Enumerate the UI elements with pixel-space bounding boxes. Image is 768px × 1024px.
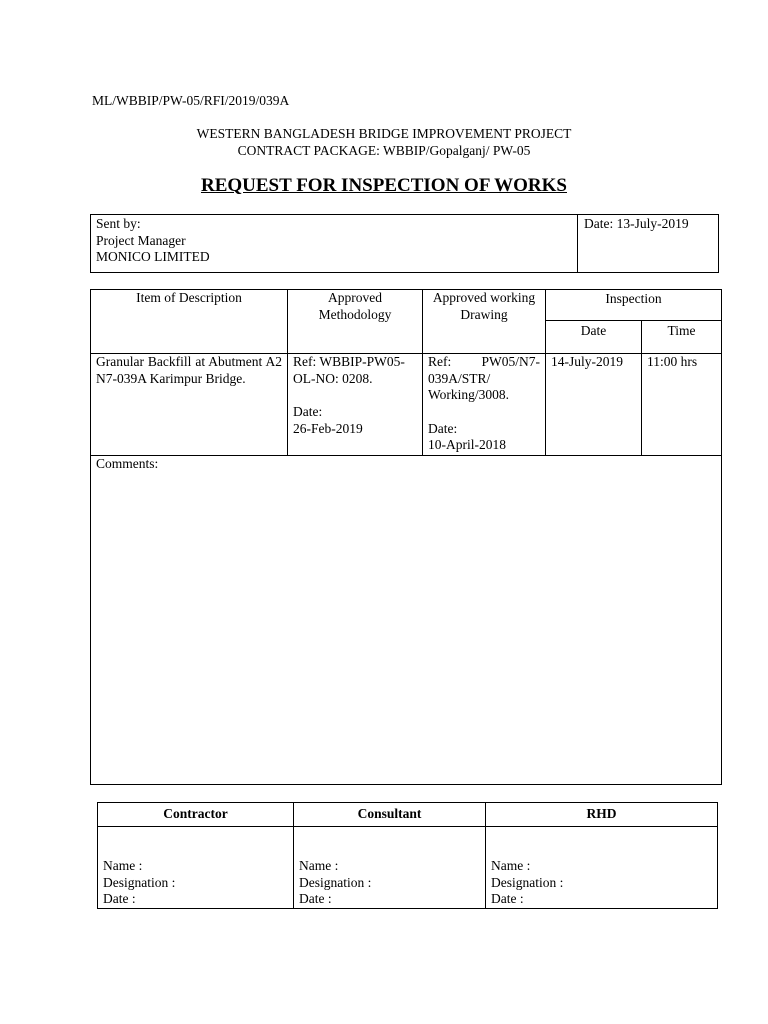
sender-company: MONICO LIMITED [96, 249, 210, 264]
header-approved-drawing: Approved working Drawing [423, 290, 546, 354]
signature-table [97, 802, 718, 909]
methodology-date-label: Date: [293, 404, 323, 419]
drawing-date-label: Date: [428, 420, 458, 436]
document-header [0, 125, 768, 159]
header-approved-methodology: Approved Methodology [288, 290, 423, 354]
rhd-signature-block [486, 827, 718, 909]
reference-number: ML/WBBIP/PW-05/RFI/2019/039A [92, 93, 290, 108]
contractor-signature-block [98, 827, 294, 909]
methodology-date: 26-Feb-2019 [293, 420, 363, 436]
project-title: WESTERN BANGLADESH BRIDGE IMPROVEMENT PROJECT [196, 126, 572, 141]
methodology-cell [288, 354, 423, 456]
consultant-name-field: Name : [299, 858, 339, 873]
header-inspection: Inspection [546, 290, 722, 321]
sender-role: Project Manager [96, 232, 186, 248]
signature-header-row [98, 803, 718, 827]
header-item-description: Item of Description [91, 290, 288, 354]
contractor-name-field: Name : [103, 858, 143, 873]
drawing-ref: Ref: PW05/N7-039A/STR/ Working/3008. [428, 354, 540, 402]
item-description-cell: Granular Backfill at Abutment A2 N7-039A Karimpur Bridge. [91, 354, 288, 456]
rhd-heading: RHD [486, 803, 718, 827]
table-row [91, 354, 722, 456]
drawing-cell [423, 354, 546, 456]
header-row [91, 290, 722, 321]
rhd-designation-field: Designation : [491, 874, 564, 890]
comments-label: Comments: [91, 456, 722, 785]
header-inspection-date: Date [546, 321, 642, 354]
inspection-table [90, 289, 722, 785]
rhd-name-field: Name : [491, 858, 531, 873]
rhd-date-field: Date : [491, 891, 524, 906]
comments-row [91, 456, 722, 785]
consultant-date-field: Date : [299, 891, 332, 906]
header-inspection-time: Time [642, 321, 722, 354]
drawing-date: 10-April-2018 [428, 437, 506, 452]
consultant-signature-block [294, 827, 486, 909]
sent-date: Date: 13-July-2019 [584, 216, 689, 231]
signature-fields-row [98, 827, 718, 909]
methodology-ref: Ref: WBBIP-PW05-OL-NO: 0208. [293, 354, 405, 386]
contract-package: CONTRACT PACKAGE: WBBIP/Gopalganj/ PW-05 [237, 143, 531, 158]
sent-by-label: Sent by: [96, 216, 141, 231]
consultant-designation-field: Designation : [299, 874, 372, 890]
sender-details [91, 215, 578, 272]
inspection-time-cell: 11:00 hrs [642, 354, 722, 456]
sent-by-box [90, 214, 719, 273]
contractor-designation-field: Designation : [103, 874, 176, 890]
consultant-heading: Consultant [294, 803, 486, 827]
contractor-date-field: Date : [103, 891, 136, 906]
contractor-heading: Contractor [98, 803, 294, 827]
form-title: REQUEST FOR INSPECTION OF WORKS [200, 175, 567, 196]
inspection-date-cell: 14-July-2019 [546, 354, 642, 456]
